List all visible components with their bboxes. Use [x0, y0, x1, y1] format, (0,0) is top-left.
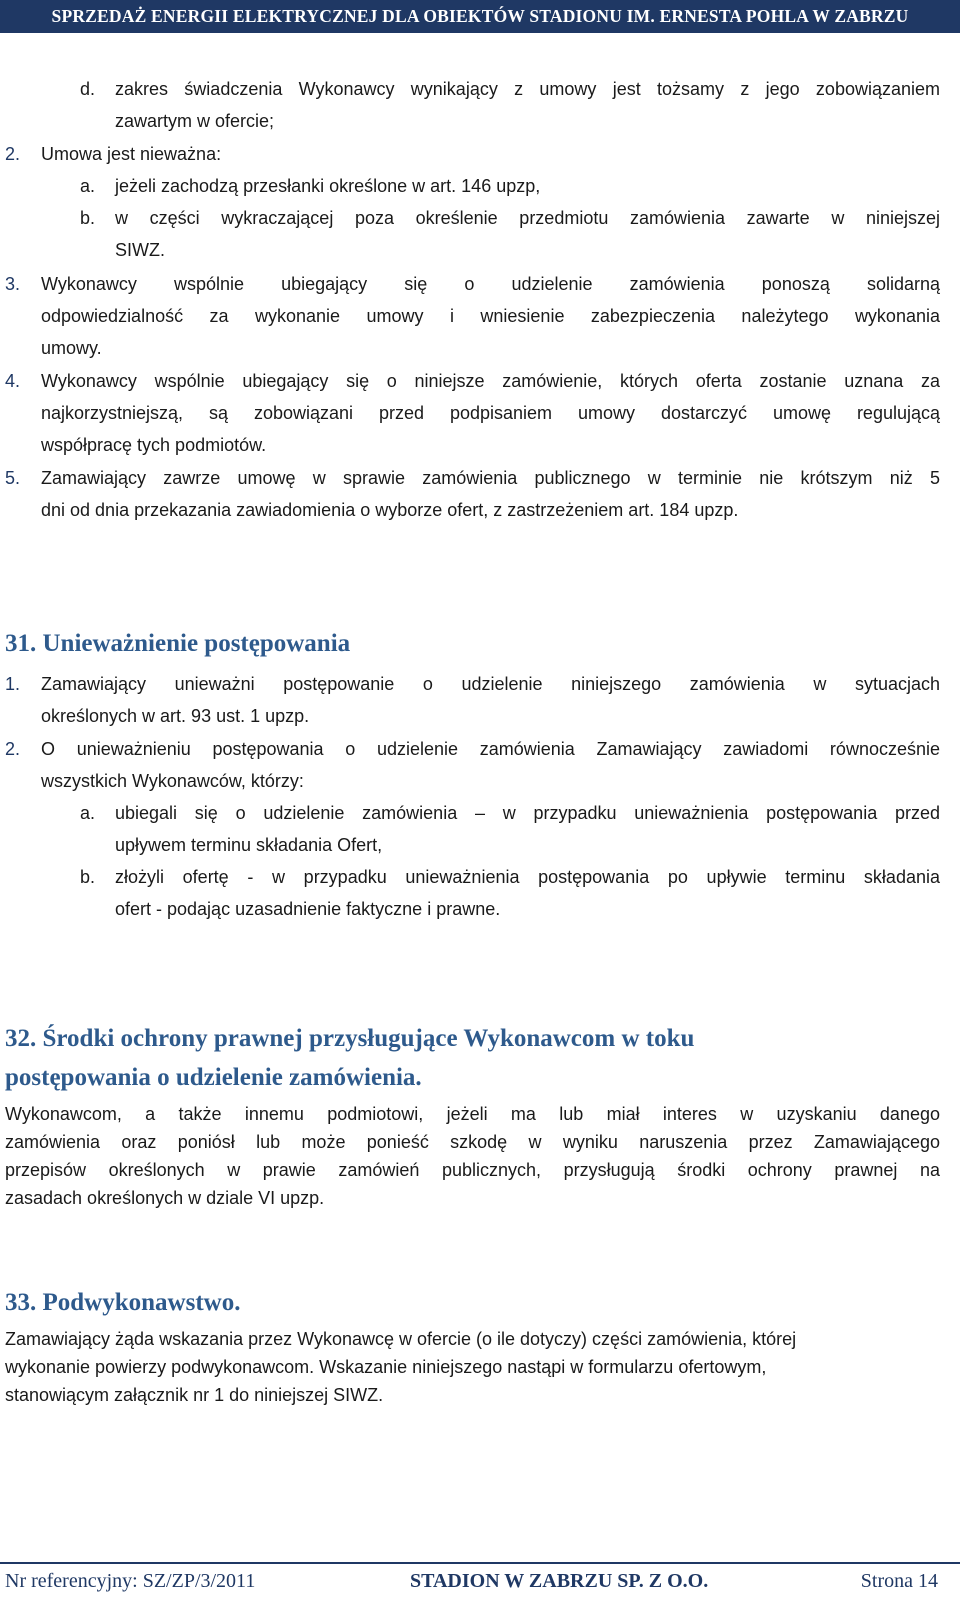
list-number: 2.: [5, 739, 21, 759]
list-marker: a.: [80, 803, 96, 823]
section-heading: postępowania o udzielenie zamówienia.: [5, 1064, 422, 1091]
list-item-text: SIWZ.: [115, 240, 165, 260]
list-item-text: zakres świadczenia Wykonawcy wynikający z umowy jest tożsamy z jego zobowiązaniem: [115, 79, 940, 99]
list-item-text: jeżeli zachodzą przesłanki określone w art. 146 upzp,: [115, 176, 541, 196]
section-heading: 32. Środki ochrony prawnej przysługujące Wykonawcom w toku: [5, 1025, 695, 1052]
list-item-text: ubiegali się o udzielenie zamówienia – w przypadku unieważnienia postępowania przed: [115, 803, 940, 823]
list-item-text: wszystkich Wykonawców, którzy:: [41, 771, 304, 791]
list-item-text: najkorzystniejszą, są zobowiązani przed podpisaniem umowy dostarczyć umowę regulującą: [41, 403, 940, 423]
paragraph-line: wykonanie powierzy podwykonawcom. Wskazanie niniejszego nastąpi w formularzu ofertowym,: [5, 1357, 767, 1377]
footer-divider: [0, 1562, 960, 1564]
footer-company: STADION W ZABRZU SP. Z O.O.: [410, 1570, 709, 1592]
list-item-text: O unieważnieniu postępowania o udzielenie zamówienia Zamawiający zawiadomi równocześnie: [41, 739, 940, 759]
paragraph-line: przepisów określonych w prawie zamówień publicznych, przysługują środki ochrony prawnej na: [5, 1160, 940, 1180]
list-item-text: Zamawiający zawrze umowę w sprawie zamówienia publicznego w terminie nie krótszym niż 5: [41, 468, 940, 488]
list-number: 3.: [5, 274, 21, 294]
section-heading: 31. Unieważnienie postępowania: [5, 630, 351, 657]
footer-page-number: Strona 14: [860, 1570, 938, 1592]
list-number: 5.: [5, 468, 21, 488]
paragraph-line: zamówienia oraz poniósł lub może ponieść szkodę w wyniku naruszenia przez Zamawiającego: [5, 1132, 940, 1152]
list-marker: b.: [80, 208, 96, 228]
paragraph-line: zasadach określonych w dziale VI upzp.: [5, 1188, 325, 1208]
footer-reference: Nr referencyjny: SZ/ZP/3/2011: [5, 1570, 256, 1592]
list-item-text: umowy.: [41, 338, 102, 358]
list-item-text: w części wykraczającej poza określenie przedmiotu zamówienia zawarte w niniejszej: [115, 208, 940, 228]
list-marker: a.: [80, 176, 96, 196]
paragraph-line: stanowiącym załącznik nr 1 do niniejszej SIWZ.: [5, 1385, 384, 1405]
list-item-text: zawartym w ofercie;: [115, 111, 275, 131]
list-marker: d.: [80, 79, 96, 99]
list-number: 4.: [5, 371, 21, 391]
list-item-text: Zamawiający unieważni postępowanie o udzielenie niniejszego zamówienia w sytuacjach: [41, 674, 940, 694]
list-item-text: upływem terminu składania Ofert,: [115, 835, 383, 855]
page-header: SPRZEDAŻ ENERGII ELEKTRYCZNEJ DLA OBIEKTÓW STADIONU IM. ERNESTA POHLA W ZABRZU: [0, 0, 960, 33]
list-marker: b.: [80, 867, 96, 887]
list-item-text: odpowiedzialność za wykonanie umowy i wniesienie zabezpieczenia należytego wykonania: [41, 306, 940, 326]
list-number: 1.: [5, 674, 21, 694]
list-item-text: złożyli ofertę - w przypadku unieważnienia postępowania po upływie terminu składania: [115, 867, 940, 887]
section-heading: 33. Podwykonawstwo.: [5, 1289, 241, 1316]
list-item-text: ofert - podając uzasadnienie faktyczne i prawne.: [115, 899, 501, 919]
paragraph-line: Zamawiający żąda wskazania przez Wykonawcę w ofercie (o ile dotyczy) części zamówienia, której: [5, 1329, 797, 1349]
list-number: 2.: [5, 144, 21, 164]
paragraph-line: Wykonawcom, a także innemu podmiotowi, jeżeli ma lub miał interes w uzyskaniu danego: [5, 1104, 940, 1124]
list-item-text: Wykonawcy wspólnie ubiegający się o udzielenie zamówienia ponoszą solidarną: [41, 274, 940, 294]
list-item-text: określonych w art. 93 ust. 1 upzp.: [41, 706, 310, 726]
list-item-text: Umowa jest nieważna:: [41, 144, 222, 164]
list-item-text: współpracę tych podmiotów.: [41, 435, 267, 455]
list-item-text: dni od dnia przekazania zawiadomienia o wyborze ofert, z zastrzeżeniem art. 184 upzp.: [41, 500, 739, 520]
list-item-text: Wykonawcy wspólnie ubiegający się o niniejsze zamówienie, których oferta zostanie uznana za: [41, 371, 940, 391]
